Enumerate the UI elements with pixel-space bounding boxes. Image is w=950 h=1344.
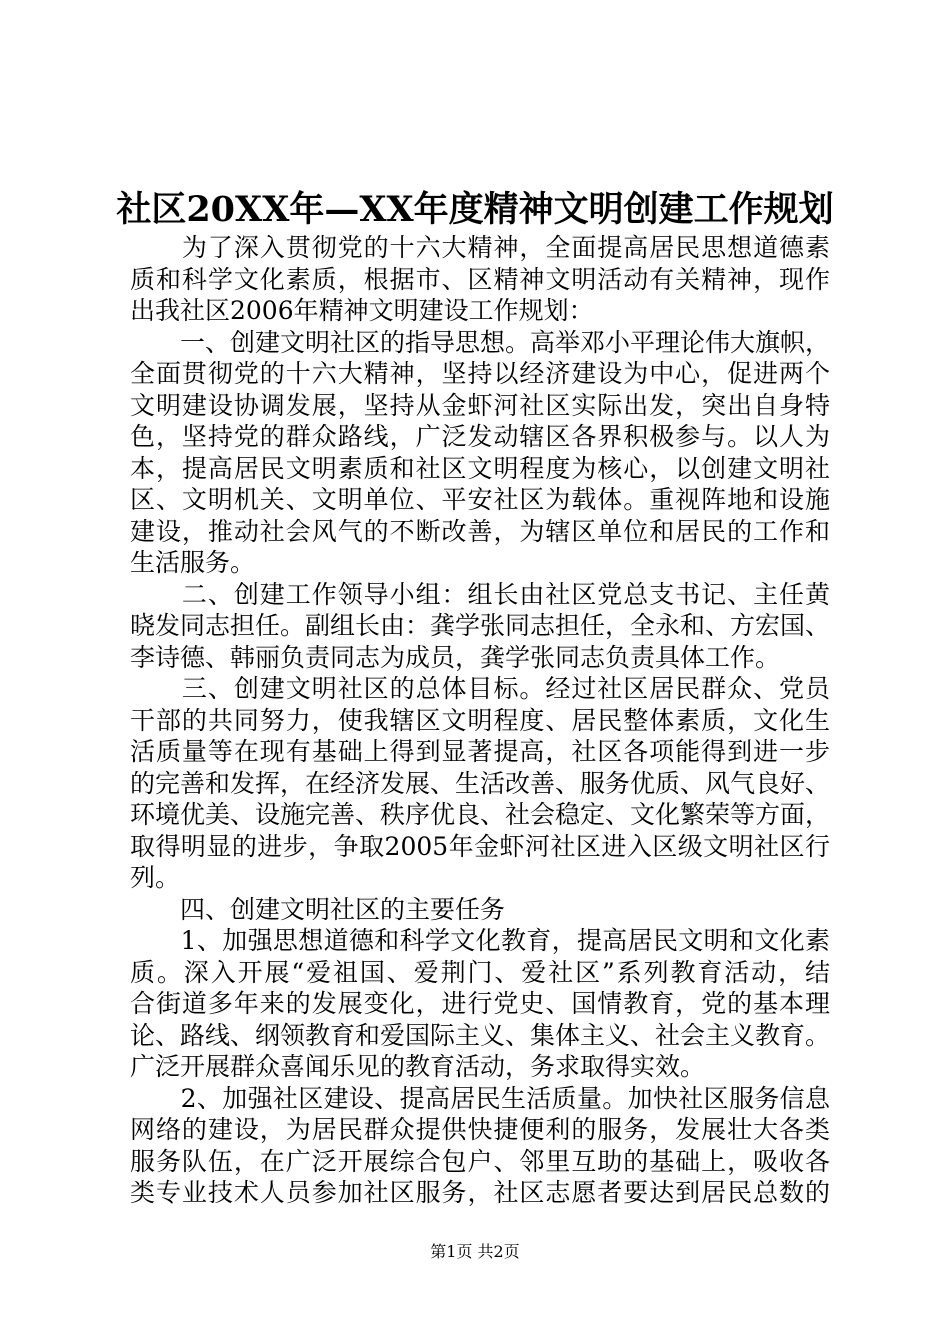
text-line: 环境优美、设施完善、秩序优良、社会稳定、文化繁荣等方面， <box>130 800 831 829</box>
text-line: 论、路线、纲领教育和爱国际主义、集体主义、社会主义教育。 <box>130 1020 831 1050</box>
text-line: 服务队伍，在广泛开展综合包户、邻里互助的基础上，吸收各 <box>130 1146 830 1176</box>
text-line: 全面贯彻党的十六大精神，坚持以经济建设为中心，促进两个 <box>130 359 830 388</box>
text-line: 为了深入贯彻党的十六大精神，全面提高居民思想道德素 <box>130 233 830 262</box>
text-line: 晓发同志担任。副组长由：龚学张同志担任，全永和、方宏国、 <box>130 611 831 640</box>
text-line: 质。深入开展“爱祖国、爱荆门、爱社区”系列教育活动，结 <box>130 957 830 987</box>
text-line: 类专业技术人员参加社区服务，社区志愿者要达到居民总数的 <box>130 1178 830 1207</box>
text-line: 三、创建文明社区的总体目标。经过社区居民群众、党员 <box>130 674 830 703</box>
text-line: 生活服务。 <box>130 548 256 577</box>
text-line: 一、创建文明社区的指导思想。高举邓小平理论伟大旗帜， <box>130 327 831 357</box>
text-line: 合街道多年来的发展变化，进行党史、国情教育，党的基本理 <box>130 989 830 1018</box>
text-line: 质和科学文化素质，根据市、区精神文明活动有关精神，现作 <box>130 264 830 294</box>
text-line: 本，提高居民文明素质和社区文明程度为核心，以创建文明社 <box>130 453 830 483</box>
document-body <box>130 232 830 1209</box>
text-line: 色，坚持党的群众路线，广泛发动辖区各界积极参与。以人为 <box>130 422 830 451</box>
text-line: 干部的共同努力，使我辖区文明程度、居民整体素质，文化生 <box>130 705 830 735</box>
text-line: 的完善和发挥，在经济发展、生活改善、服务优质、风气良好、 <box>130 768 831 798</box>
text-line: 李诗德、韩丽负责同志为成员，龚学张同志负责具体工作。 <box>130 642 781 672</box>
text-line: 二、创建工作领导小组：组长由社区党总支书记、主任黄 <box>130 579 830 609</box>
text-line: 出我社区2006年精神文明建设工作规划： <box>130 296 594 325</box>
text-line: 网络的建设，为居民群众提供快捷便利的服务，发展壮大各类 <box>130 1115 830 1144</box>
text-line: 2、加强社区建设、提高居民生活质量。加快社区服务信息 <box>130 1083 830 1113</box>
page-footer: 第1页 共2页 <box>430 1242 520 1261</box>
text-line: 活质量等在现有基础上得到显著提高，社区各项能得到进一步 <box>130 737 830 766</box>
text-line: 建设，推动社会风气的不断改善，为辖区单位和居民的工作和 <box>130 516 830 546</box>
text-line: 文明建设协调发展，坚持从金虾河社区实际出发，突出自身特 <box>130 390 830 420</box>
text-line: 区、文明机关、文明单位、平安社区为载体。重视阵地和设施 <box>130 485 830 514</box>
document-title: 社区20XX年—XX年度精神文明创建工作规划 <box>116 189 834 230</box>
text-line: 四、创建文明社区的主要任务 <box>130 894 506 924</box>
text-line: 列。 <box>130 863 181 892</box>
text-line: 取得明显的进步，争取2005年金虾河社区进入区级文明社区行 <box>130 831 830 861</box>
text-line: 广泛开展群众喜闻乐见的教育活动，务求取得实效。 <box>130 1052 706 1081</box>
text-line: 1、加强思想道德和科学文化教育，提高居民文明和文化素 <box>130 926 830 955</box>
